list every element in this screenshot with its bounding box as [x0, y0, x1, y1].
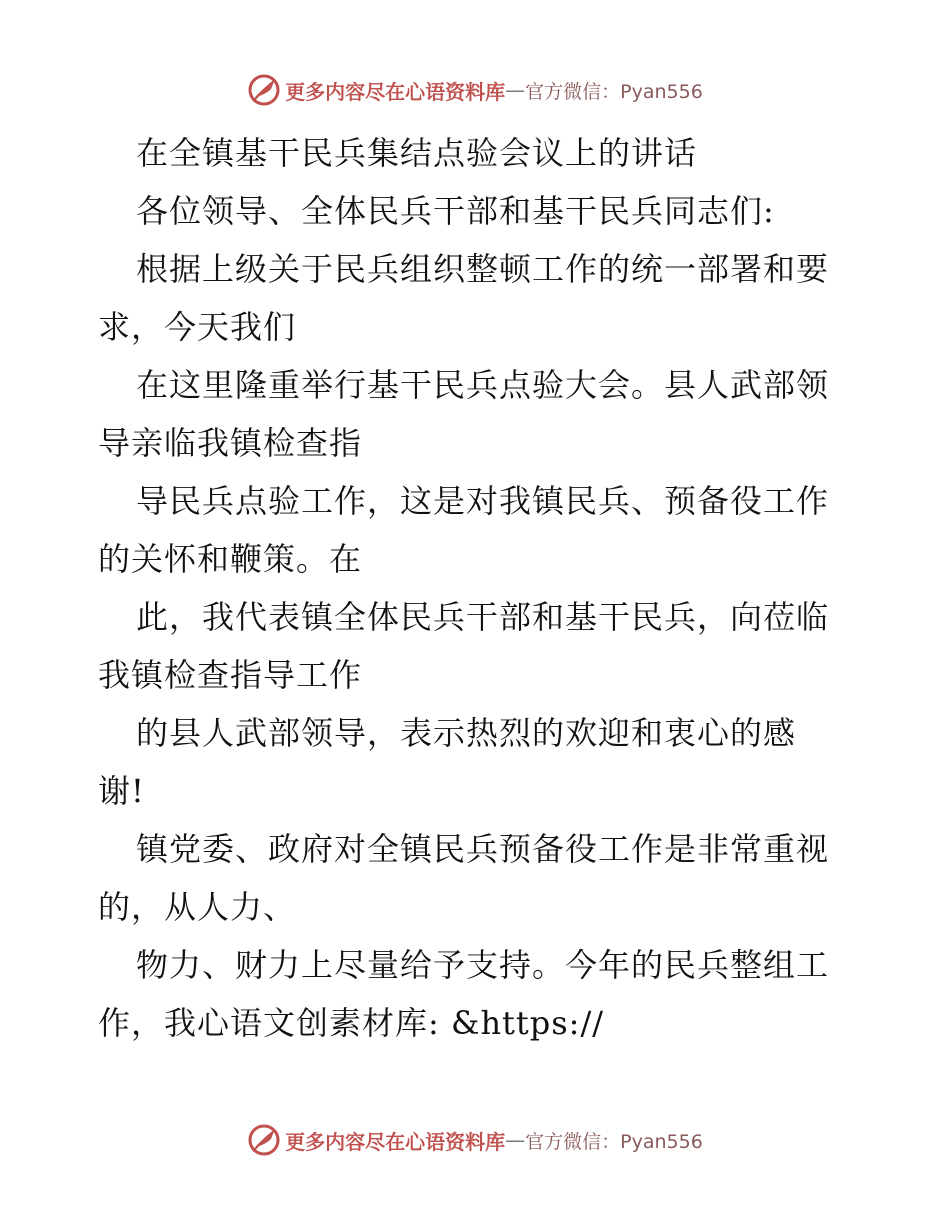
paragraph-line: 导民兵点验工作，这是对我镇民兵、预备役工作 [136, 482, 830, 520]
paragraph-line: 导亲临我镇检查指 [98, 424, 363, 462]
paragraph-line: 在这里隆重举行基干民兵点验大会。县人武部领 [136, 366, 830, 404]
paragraph-line: 物力、财力上尽量给予支持。今年的民兵整组工 [136, 946, 830, 984]
header-watermark [0, 70, 950, 110]
paragraph-line: 的关怀和鞭策。在 [98, 540, 363, 578]
quill-pen-logo-icon [247, 1123, 281, 1157]
paragraph-line: 的，从人力、 [98, 888, 297, 926]
paragraph-line: 我镇检查指导工作 [98, 656, 363, 694]
document-salutation: 各位领导、全体民兵干部和基干民兵同志们: [136, 192, 775, 230]
brand-contact: 官方微信：Pyan556 [525, 80, 703, 103]
brand-separator: — [505, 78, 526, 102]
paragraph-line: 镇党委、政府对全镇民兵预备役工作是非常重视 [136, 830, 830, 868]
brand-text: 更多内容尽在心语资料库 [285, 79, 506, 104]
paragraph-line: 求，今天我们 [98, 308, 297, 346]
paragraph-line: 根据上级关于民兵组织整顿工作的统一部署和要 [136, 250, 830, 288]
document-body [98, 124, 858, 1052]
quill-pen-logo-icon [247, 73, 281, 107]
document-title: 在全镇基干民兵集结点验会议上的讲话 [136, 134, 698, 172]
paragraph-line: 作，我心语文创素材库: &https:// [98, 1004, 605, 1042]
brand-contact: 官方微信：Pyan556 [525, 1130, 703, 1153]
brand-separator: — [505, 1128, 526, 1152]
brand-text: 更多内容尽在心语资料库 [285, 1129, 506, 1154]
paragraph-line: 谢! [98, 772, 145, 810]
footer-watermark [0, 1120, 950, 1160]
paragraph-line: 的县人武部领导，表示热烈的欢迎和衷心的感 [136, 714, 797, 752]
paragraph-line: 此，我代表镇全体民兵干部和基干民兵，向莅临 [136, 598, 830, 636]
